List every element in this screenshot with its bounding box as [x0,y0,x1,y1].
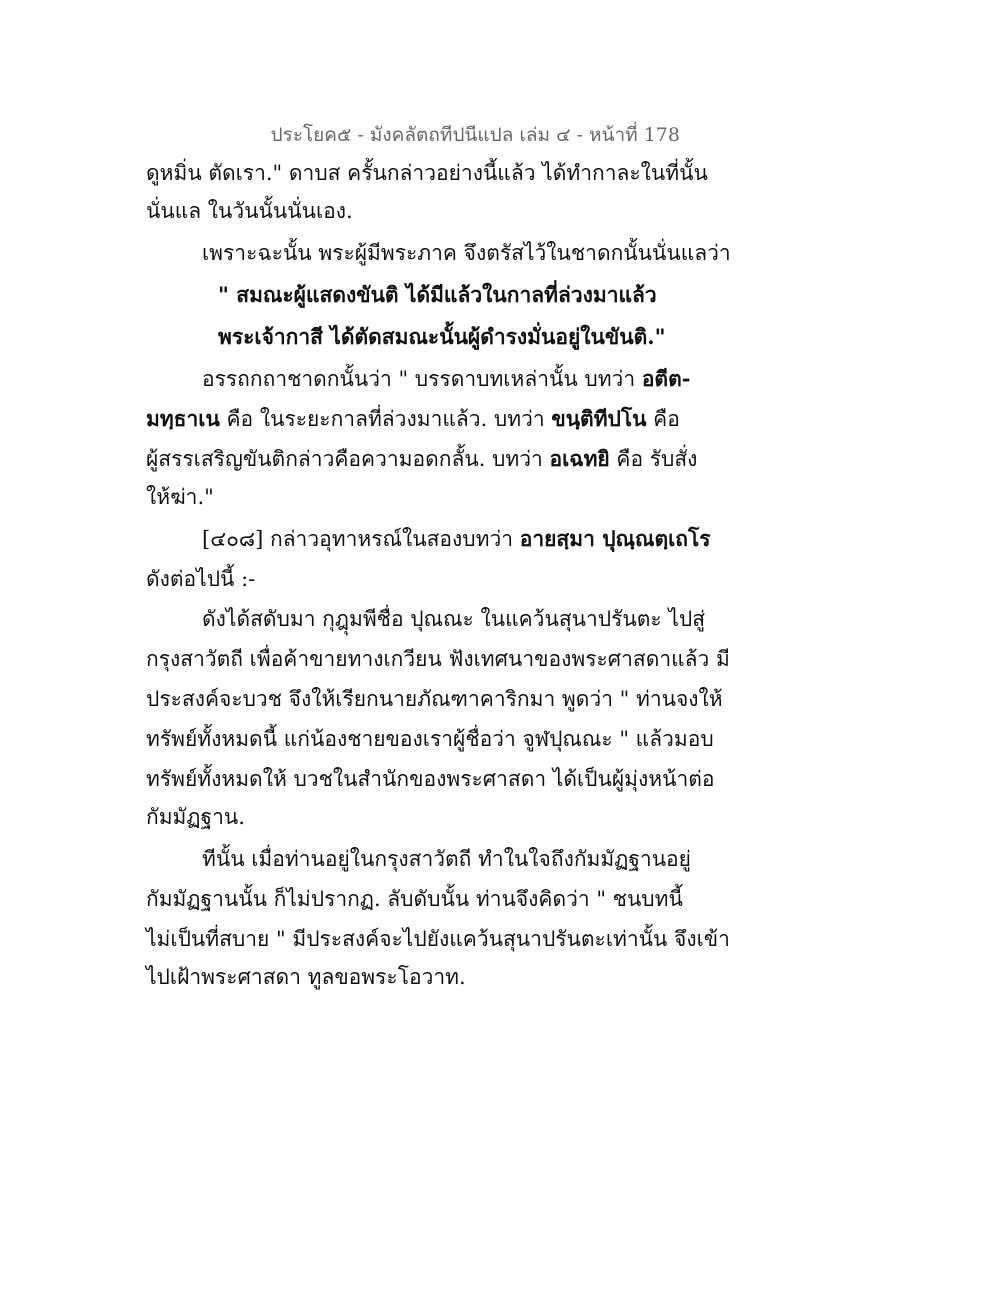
p3-text: คือ รับสั่ง [609,447,698,471]
p3-text: ผู้สรรเสริญขันติกล่าวคือความอดกลั้น. บทว่า [146,447,550,471]
p4-text: [๔๐๘] กล่าวอุทาหรณ์ในสองบทว่า [202,527,520,551]
p5-line-3: ประสงค์จะบวช จึงให้เรียกนายภัณฑาคาริกมา พูดว่า " ท่านจงให้ [146,687,723,711]
p5-line-6: กัมมัฏฐาน. [146,805,245,829]
p5-line-1: ดังได้สดับมา กุฎุมพีชื่อ ปุณณะ ในแคว้นสุนาปรันตะ ไปสู่ [202,607,706,631]
p6-line-3: ไม่เป็นที่สบาย " มีประสงค์จะไปยังแคว้นสุนาปรันตะเท่านั้น จึงเข้า [146,927,730,951]
p6-line-4: ไปเฝ้าพระศาสดา ทูลขอพระโอวาท. [146,965,466,989]
p3-text: คือ [646,407,680,431]
p3-term-atita: อตีต- [641,366,691,391]
verse-line-2: พระเจ้ากาสี ได้ตัดสมณะนั้นผู้ดำรงมั่นอยู่ในขันติ." [218,324,666,349]
p5-line-2: กรุงสาวัตถี เพื่อค้าขายทางเกวียน ฟังเทศนาของพระศาสดาแล้ว มี [146,647,730,671]
p3-term-khanti: ขนฺติทีปโน [551,406,647,431]
p4-line-1 [202,524,711,554]
p3-text: คือ ในระยะกาลที่ล่วงมาแล้ว. บทว่า [219,407,552,431]
p3-line-4: ให้ฆ่า." [146,485,214,509]
p3-line-1 [202,364,690,394]
p6-line-2: กัมมัฏฐานนั้น ก็ไม่ปรากฏ. ลับดับนั้น ท่านจึงคิดว่า " ชนบทนี้ [146,887,683,911]
p5-line-4: ทรัพย์ทั้งหมดนี้ แก่น้องชายของเราผู้ชื่อว่า จูฬปุณณะ " แล้วมอบ [146,727,714,751]
page-header: ประโยค๕ - มังคลัตถทีปนีแปล เล่ม ๔ - หน้าที่ 178 [270,124,680,146]
p1-line-2: นั่นแล ในวันนั้นนั่นเอง. [146,199,353,223]
p3-term-maddhane: มทฺธาเน [146,406,220,431]
p5-line-5: ทรัพย์ทั้งหมดให้ บวชในสำนักของพระศาสดา ได้เป็นผู้มุ่งหน้าต่อ [146,767,715,791]
p3-text: อรรถกถาชาดกนั้นว่า " บรรดาบทเหล่านั้น บทว่า [202,367,642,391]
p3-line-2 [146,404,680,434]
p4-term: อายสฺมา ปุณฺณตฺเถโร [519,526,711,551]
p2-line-1: เพราะฉะนั้น พระผู้มีพระภาค จึงตรัสไว้ในชาดกนั้นนั่นแลว่า [202,241,731,265]
p4-line-2: ดังต่อไปนี้ :- [146,567,256,591]
p3-term-achedayi: อเฉทยิ [549,446,610,471]
p6-line-1: ทีนั้น เมื่อท่านอยู่ในกรุงสาวัตถี ทำในใจถึงกัมมัฏฐานอยู่ [202,847,691,871]
verse-line-1: " สมณะผู้แสดงขันติ ได้มีแล้วในกาลที่ล่วงมาแล้ว [218,282,657,307]
p3-line-3 [146,444,697,474]
p1-line-1: ดูหมิ่น ตัดเรา." ดาบส ครั้นกล่าวอย่างนี้แล้ว ได้ทำกาละในที่นั้น [146,161,708,185]
